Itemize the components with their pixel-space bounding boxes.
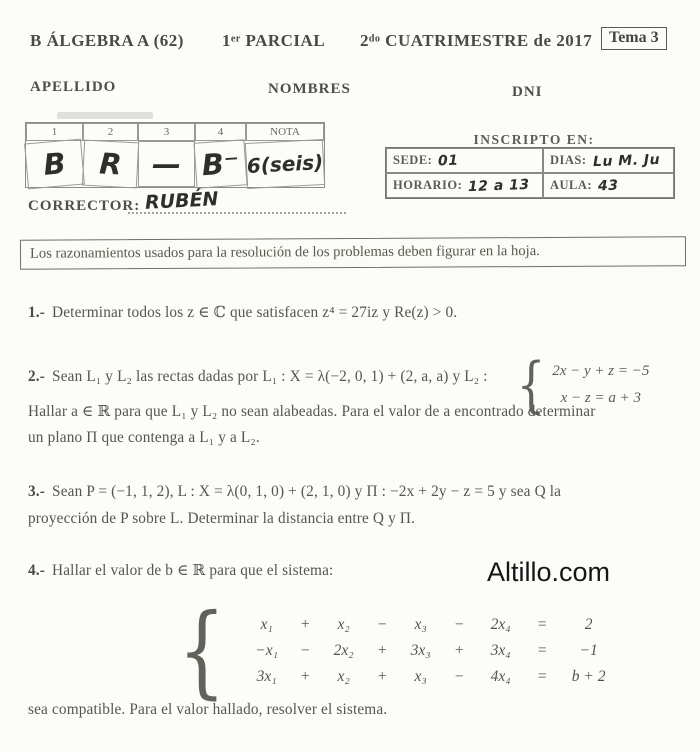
problem-3-text-1: Sean P = (−1, 1, 2), L : X = λ(0, 1, 0) + (2, 1, 0) y Π : −2x + 2y − z = 5 y sea Q la [52, 483, 562, 500]
eq-cell: x₃ [414, 668, 427, 685]
problem-3-line-1 [28, 483, 561, 501]
eq-cell: 3x₁ [256, 668, 277, 685]
grade-col-nota: NOTA [246, 123, 324, 141]
problem-3-number: 3.- [28, 483, 46, 500]
eq-cell: = [536, 642, 548, 659]
scan-artifact [57, 112, 153, 119]
sede-value: 01 [438, 152, 460, 169]
eq-cell: − [376, 616, 388, 633]
problem-2-eq-1: 2x − y + z = −5 [552, 363, 650, 379]
eq-cell: + [376, 668, 388, 685]
eq-cell: − [453, 616, 465, 633]
horario-label: HORARIO: [393, 178, 463, 192]
corrector-dotted-line [128, 198, 346, 214]
eq-cell: = [536, 668, 548, 685]
eq-cell: x₃ [414, 616, 427, 633]
problem-2-line-2: Hallar a ∈ ℝ para que L₁ y L₂ no sean alabeadas. Para el valor de a encontrado determinar [28, 403, 596, 420]
eq-cell: 3x₄ [490, 642, 511, 659]
eq-cell: 4x₄ [490, 668, 511, 685]
left-brace: { [516, 350, 546, 420]
problem-4-equations [242, 612, 622, 690]
altillo-watermark: Altillo.com [487, 557, 611, 587]
problem-4-outro: sea compatible. Para el valor hallado, resolver el sistema. [28, 701, 388, 718]
problem-4-number: 4.- [28, 562, 46, 579]
eq-cell: 3x₃ [410, 642, 431, 659]
problem-1-text: Determinar todos los z ∈ ℂ que satisfacen z⁴ = 27iz y Re(z) > 0. [52, 304, 458, 321]
problem-4-text: Hallar el valor de b ∈ ℝ para que el sistema: [52, 562, 334, 579]
horario-cell [386, 173, 543, 198]
problem-1-number: 1.- [28, 304, 46, 321]
left-brace: { [177, 592, 226, 709]
problem-2-eq-2: x − z = a + 3 [560, 390, 641, 406]
sede-cell [386, 148, 543, 173]
eq-cell: x₁ [260, 616, 273, 633]
corrector-name: RUBÉN [144, 188, 219, 214]
corrector-label: CORRECTOR: [28, 198, 141, 214]
grade-value-1: B [24, 139, 85, 190]
problem-2-line-1 [28, 368, 518, 386]
exam-title: 1ᵉʳ PARCIAL [222, 31, 326, 50]
tema-badge: Tema 3 [601, 27, 667, 50]
inscripto-table [385, 147, 675, 199]
inscripto-title: INSCRIPTO EN: [473, 132, 595, 147]
eq-cell: x₂ [337, 668, 350, 685]
grade-value-nota: 6(seis) [245, 139, 325, 189]
eq-cell: 2x₂ [333, 642, 354, 659]
dias-value: Lu M. Ju [592, 151, 660, 170]
grade-col-1: 1 [26, 123, 83, 141]
aula-value: 43 [597, 177, 619, 194]
eq-cell: = [536, 616, 548, 633]
sede-label: SEDE: [393, 153, 433, 167]
dias-label: DIAS: [550, 153, 587, 167]
problem-2-number: 2.- [28, 368, 46, 385]
eq-cell: − [299, 642, 311, 659]
term-title: 2ᵈᵒ CUATRIMESTRE de 2017 [360, 31, 593, 50]
nombres-label: NOMBRES [268, 81, 351, 97]
apellido-label: APELLIDO [30, 79, 117, 95]
problem-4-system [170, 592, 622, 709]
eq-cell: b + 2 [571, 668, 606, 685]
eq-cell: −1 [579, 642, 598, 659]
grade-col-4: 4 [195, 123, 246, 141]
course-title: B ÁLGEBRA A (62) [30, 31, 184, 50]
horario-value: 12 a 13 [468, 176, 531, 195]
grade-value-2: R [82, 140, 139, 189]
problem-3-line-2: proyección de P sobre L. Determinar la distancia entre Q y Π. [28, 510, 416, 527]
eq-cell: + [376, 642, 388, 659]
eq-cell: 2 [584, 616, 593, 633]
grade-value-3: — [138, 141, 195, 187]
problem-1 [28, 303, 457, 322]
eq-cell: 2x₄ [490, 616, 511, 633]
problem-4-intro [28, 561, 333, 580]
grade-col-3: 3 [138, 123, 195, 141]
dni-label: DNI [512, 84, 543, 100]
eq-cell: + [299, 616, 311, 633]
dias-cell [543, 148, 674, 173]
aula-cell [543, 173, 674, 198]
grade-table [25, 122, 325, 188]
grade-value-4: B⁻ [193, 139, 247, 188]
instructions-notice: Los razonamientos usados para la resolución de los problemas deben figurar en la hoja. [20, 236, 686, 269]
eq-cell: −x₁ [255, 642, 278, 659]
aula-label: AULA: [550, 178, 593, 192]
problem-2-text-1: Sean L₁ y L₂ las rectas dadas por L₁ : X = λ(−2, 0, 1) + (2, a, a) y L₂ : [52, 368, 488, 385]
eq-cell: + [299, 668, 311, 685]
eq-cell: + [453, 642, 465, 659]
eq-cell: − [453, 668, 465, 685]
grade-col-2: 2 [83, 123, 138, 141]
problem-2-line-3: un plano Π que contenga a L₁ y a L₂. [28, 429, 260, 446]
eq-cell: x₂ [337, 616, 350, 633]
